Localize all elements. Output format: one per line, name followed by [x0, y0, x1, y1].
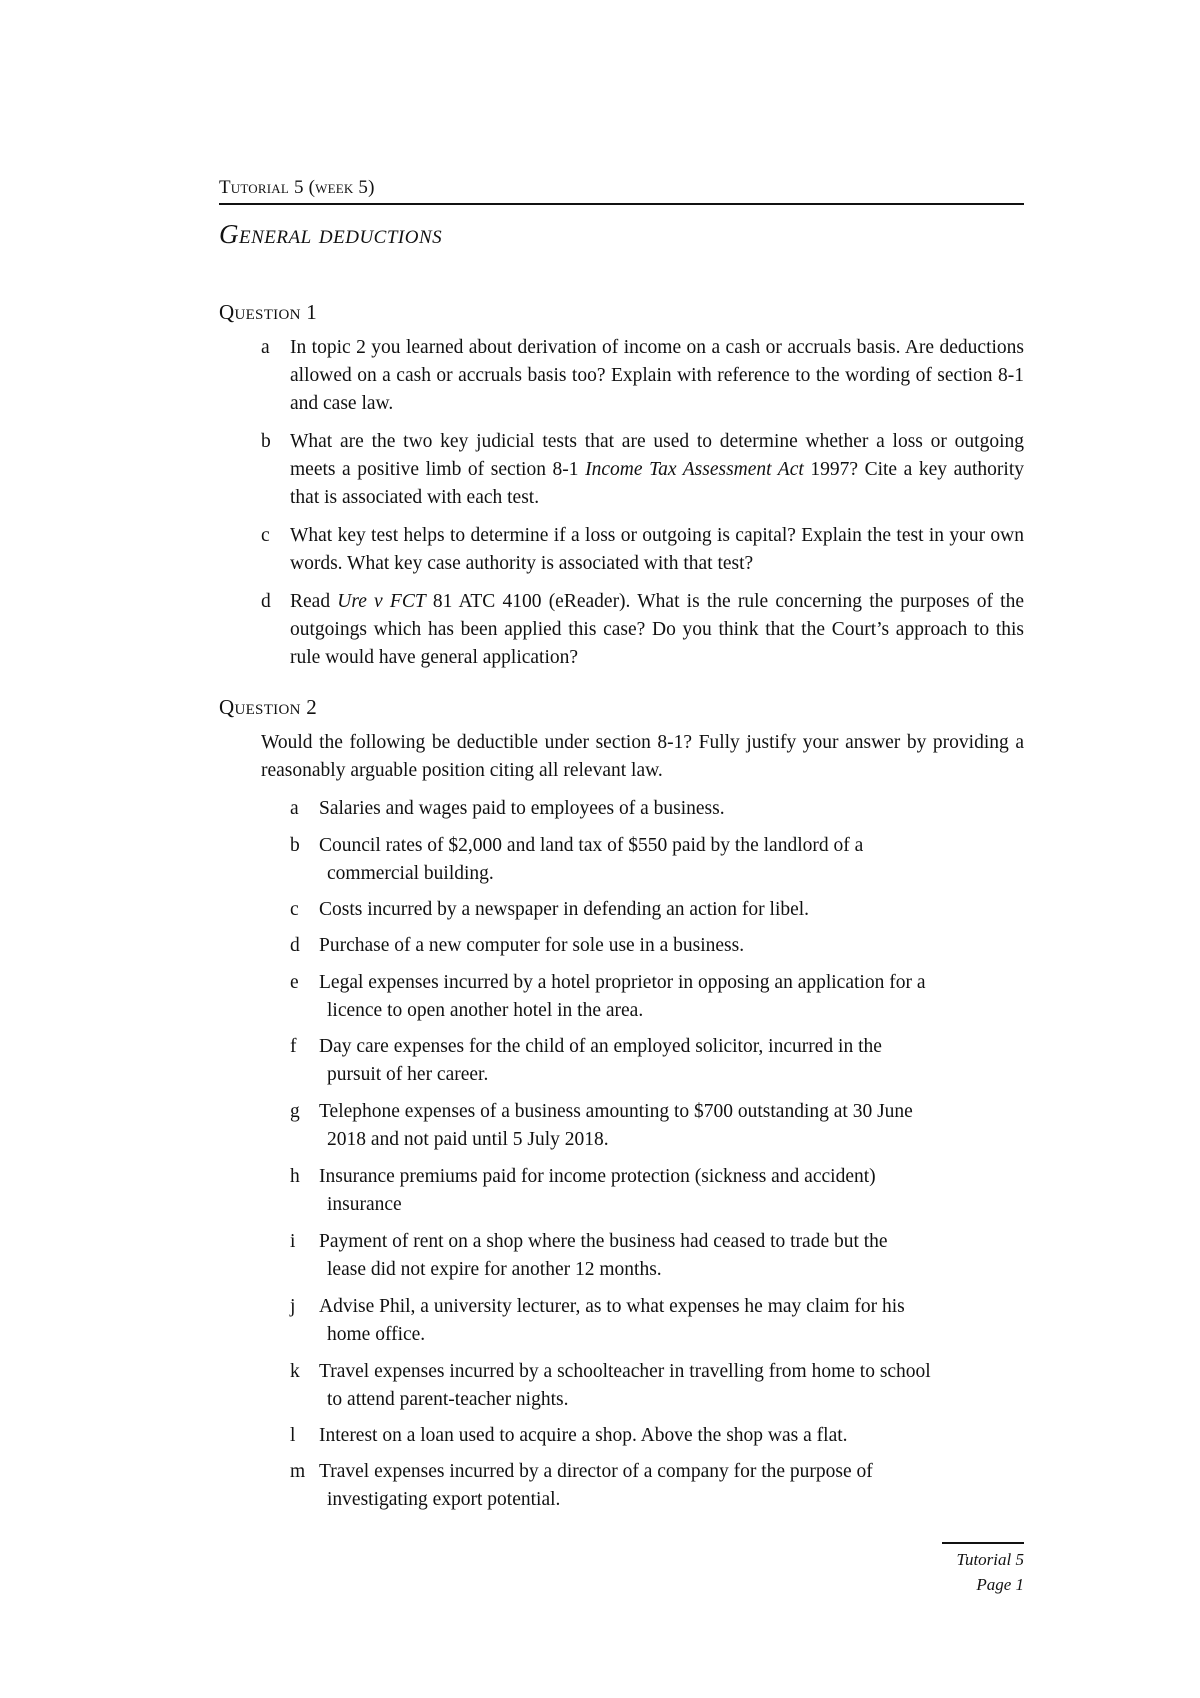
question-1-heading: Question 1	[219, 300, 318, 324]
item-text: Salaries and wages paid to employees of a business.	[319, 798, 725, 819]
q2-item-e	[290, 969, 1024, 1025]
item-text: Costs incurred by a newspaper in defending an action for libel.	[319, 899, 810, 920]
item-text: Legal expenses incurred by a hotel proprietor in opposing an application for a licence to open another hotel in the area.	[319, 972, 926, 1021]
item-text: Payment of rent on a shop where the business had ceased to trade but the lease did not expire for another 12 months.	[319, 1231, 888, 1280]
question-2-intro: Would the following be deductible under section 8-1? Fully justify your answer by providing a reasonably arguable position citing all relevant law.	[261, 732, 1024, 781]
q2-item-a	[290, 795, 1024, 823]
q2-item-k	[290, 1358, 1024, 1414]
q2-item-g	[290, 1098, 1024, 1154]
item-label: g	[290, 1101, 300, 1122]
item-text: Travel expenses incurred by a schoolteacher in travelling from home to school to attend parent-teacher nights.	[319, 1361, 931, 1410]
item-label: j	[290, 1296, 296, 1317]
item-text: Day care expenses for the child of an employed solicitor, incurred in the pursuit of her career.	[319, 1036, 882, 1085]
item-label: c	[261, 525, 270, 546]
item-label: a	[290, 798, 299, 819]
item-text: What are the two key judicial tests that are used to determine whether a loss or outgoing meets a positive limb of section 8-1 Income Tax Assessment Act 1997? Cite a key authority that is associated with each test.	[290, 431, 1024, 508]
footer-page-number: Page 1	[976, 1575, 1024, 1594]
q2-item-h	[290, 1163, 1024, 1219]
question-2-heading: Question 2	[219, 695, 318, 719]
item-text: Insurance premiums paid for income protection (sickness and accident) insurance	[319, 1166, 876, 1215]
item-text: Telephone expenses of a business amounting to $700 outstanding at 30 June 2018 and not paid until 5 July 2018.	[319, 1101, 913, 1150]
q1-item-a	[261, 334, 1024, 418]
q2-item-l	[290, 1422, 1024, 1450]
item-label: d	[290, 935, 300, 956]
running-head: Tutorial 5 (week 5)	[219, 177, 375, 198]
item-label: i	[290, 1231, 296, 1252]
item-label: l	[290, 1425, 296, 1446]
item-text: Travel expenses incurred by a director of a company for the purpose of investigating export potential.	[319, 1461, 873, 1510]
q1-item-b	[261, 428, 1024, 512]
header-rule	[219, 203, 1024, 205]
item-label: d	[261, 591, 271, 612]
q1-item-c	[261, 522, 1024, 578]
q2-item-i	[290, 1228, 1024, 1284]
q1-item-d	[261, 588, 1024, 672]
footer-tutorial: Tutorial 5	[956, 1550, 1024, 1569]
item-text: In topic 2 you learned about derivation of income on a cash or accruals basis. Are deductions allowed on a cash or accruals basis too? Explain with reference to the wording of section 8-1 and case law.	[290, 337, 1024, 414]
case-name: Ure v FCT	[337, 591, 426, 612]
item-label: e	[290, 972, 299, 993]
q2-item-m	[290, 1458, 1024, 1514]
act-title: Income Tax Assessment Act	[585, 459, 804, 480]
q2-item-j	[290, 1293, 1024, 1349]
q2-item-f	[290, 1033, 1024, 1089]
item-text: What key test helps to determine if a loss or outgoing is capital? Explain the test in your own words. What key case authority is associated with that test?	[290, 525, 1024, 574]
q2-item-c	[290, 896, 1024, 924]
item-text: Council rates of $2,000 and land tax of $550 paid by the landlord of a commercial building.	[319, 835, 864, 884]
q2-item-b	[290, 832, 1024, 888]
item-label: m	[290, 1461, 306, 1482]
item-text: Purchase of a new computer for sole use in a business.	[319, 935, 745, 956]
page-title: General deductions	[219, 219, 443, 249]
item-label: h	[290, 1166, 300, 1187]
item-label: f	[290, 1036, 297, 1057]
item-label: a	[261, 337, 270, 358]
item-text: Read Ure v FCT 81 ATC 4100 (eReader). What is the rule concerning the purposes of the outgoings which has been applied this case? Do you think that the Court’s approach to this rule would have general application?	[290, 591, 1024, 668]
item-text: Advise Phil, a university lecturer, as to what expenses he may claim for his home office.	[319, 1296, 905, 1345]
footer-rule	[942, 1542, 1024, 1544]
item-label: b	[290, 835, 300, 856]
item-text: Interest on a loan used to acquire a shop. Above the shop was a flat.	[319, 1425, 848, 1446]
q2-item-d	[290, 932, 1024, 960]
item-label: k	[290, 1361, 300, 1382]
item-label: c	[290, 899, 299, 920]
item-label: b	[261, 431, 271, 452]
